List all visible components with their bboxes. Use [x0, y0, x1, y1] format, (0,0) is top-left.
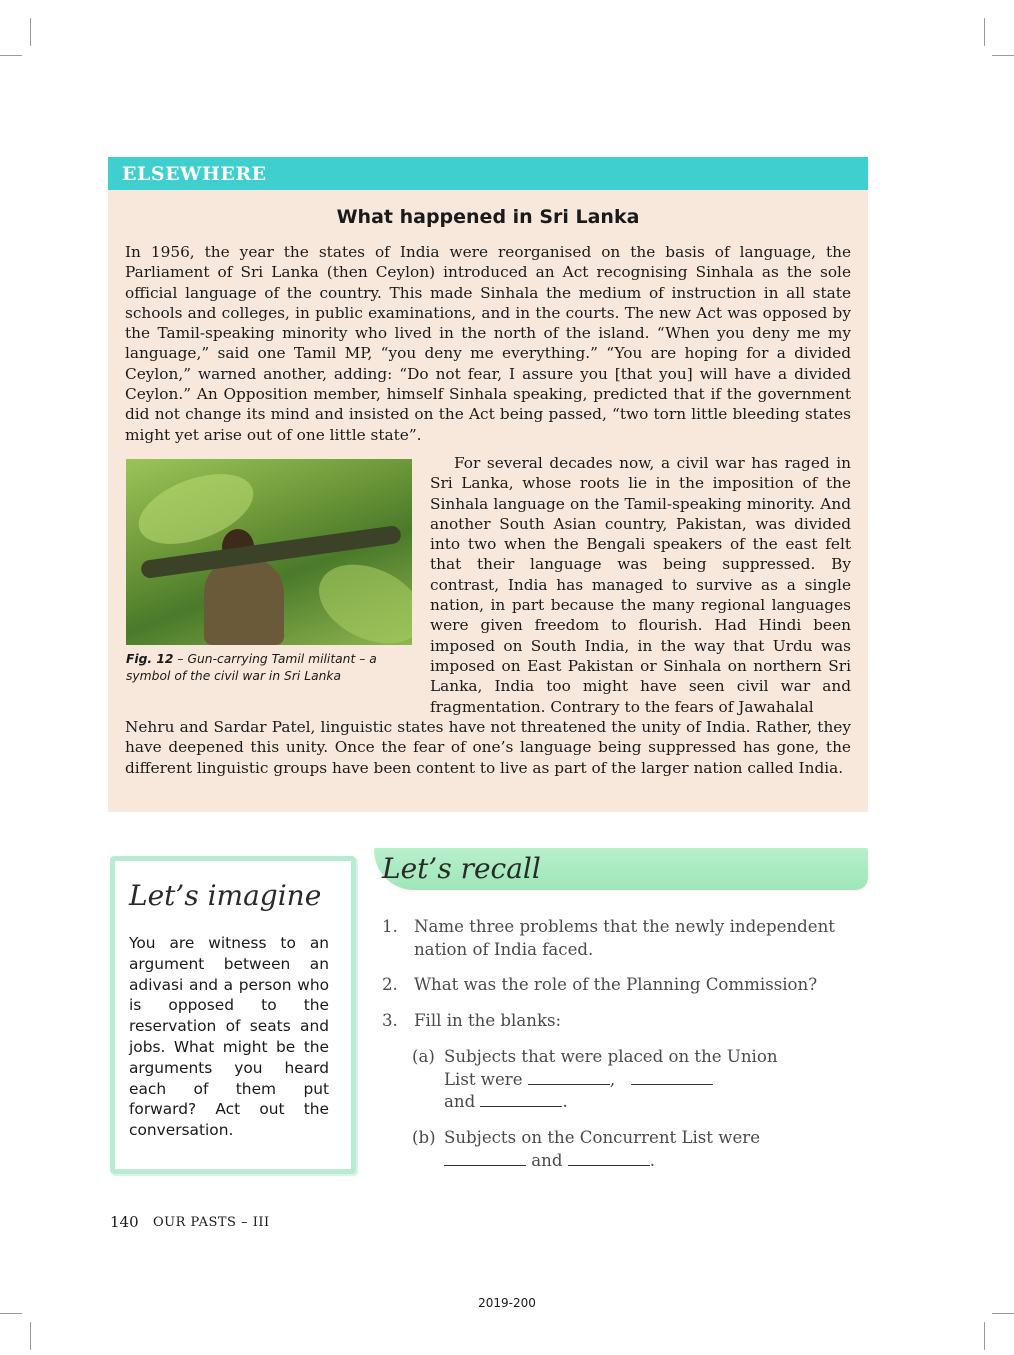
question-line: Subjects that were placed on the Union: [444, 1047, 778, 1066]
elsewhere-box: [108, 157, 868, 812]
question-number: 2.: [382, 975, 398, 994]
question-line: .: [562, 1092, 568, 1111]
question-line: nation of India faced.: [414, 939, 594, 959]
question-line: and: [444, 1092, 481, 1111]
lets-imagine-text: You are witness to an argument between an adivasi and a person who is opposed to the reservation of seats and jobs. What might be the arguments you heard each of them put forward? Act out the conversation.: [129, 934, 329, 1140]
figure-caption-text: – Gun-carrying Tamil militant – a symbol of the civil war in Sri Lanka: [126, 652, 377, 683]
elsewhere-title: What happened in Sri Lanka: [336, 206, 640, 228]
lets-imagine-box: [110, 856, 356, 1174]
question-line: Name three problems that the newly independent: [414, 917, 835, 936]
question-1: [382, 916, 872, 962]
question-line: and: [526, 1150, 568, 1170]
crop-mark: [0, 1313, 22, 1314]
question-line: Subjects on the Concurrent List were: [444, 1128, 761, 1147]
question-text: [414, 916, 835, 961]
elsewhere-label: ELSEWHERE: [122, 163, 267, 185]
crop-mark: [992, 55, 1014, 56]
book-title: OUR PASTS – III: [153, 1215, 270, 1230]
crop-mark: [30, 18, 31, 46]
crop-mark: [992, 1313, 1014, 1314]
sub-question-text: [444, 1127, 760, 1172]
question-3: [382, 1010, 872, 1034]
elsewhere-paragraph-3: Nehru and Sardar Patel, linguistic states have not threatened the unity of India. Rather, they have deepened this unity. Once the fear of one’s language being suppressed has gone, the different linguistic groups have been content to live as part of the larger nation called India.: [125, 718, 851, 777]
question-text: Fill in the blanks:: [414, 1011, 562, 1030]
question-line: .: [649, 1150, 656, 1170]
fill-blank[interactable]: [444, 1151, 526, 1166]
fill-blank[interactable]: [568, 1151, 650, 1166]
question-text: What was the role of the Planning Commission?: [414, 975, 818, 994]
edition-year: 2019-200: [478, 1296, 536, 1310]
question-number: 3.: [382, 1011, 398, 1030]
question-line: ,: [609, 1069, 616, 1089]
lets-recall-title: Let’s recall: [382, 852, 541, 885]
figure-caption: [126, 651, 416, 685]
sub-question-label: (b): [412, 1128, 436, 1147]
crop-mark: [984, 18, 985, 46]
question-2: [382, 974, 872, 998]
question-line: List were: [444, 1069, 528, 1089]
elsewhere-header: [108, 157, 868, 190]
militant-photo: [126, 459, 412, 645]
question-3b: [412, 1127, 872, 1175]
figure-label: Fig. 12: [126, 652, 174, 666]
crop-mark: [30, 1322, 31, 1350]
fill-blank[interactable]: [631, 1070, 713, 1085]
page-number: 140: [110, 1213, 139, 1231]
lets-imagine-title: Let’s imagine: [129, 879, 322, 912]
fill-blank[interactable]: [528, 1070, 610, 1085]
question-3a: [412, 1046, 872, 1116]
sub-question-text: [444, 1046, 778, 1114]
crop-mark: [0, 55, 22, 56]
crop-mark: [984, 1322, 985, 1350]
elsewhere-paragraph-1: In 1956, the year the states of India were reorganised on the basis of language, the Parliament of Sri Lanka (then Ceylon) introduced an Act recognising Sinhala as the sole official language of the country. This made Sinhala the medium of instruction in all state schools and colleges, in public examinations, and in the courts. The new Act was opposed by the Tamil-speaking minority who lived in the north of the island. “When you deny me my language,” said one Tamil MP, “you deny me everything.” “You are hoping for a divided Ceylon,” warned another, adding: “Do not fear, I assure you [that you] will have a divided Ceylon.” An Opposition member, himself Sinhala speaking, predicted that if the government did not change its mind and insisted on the Act being passed, “two torn little bleeding states might yet arise out of one little state”.: [125, 243, 851, 444]
elsewhere-paragraph-2: For several decades now, a civil war has raged in Sri Lanka, whose roots lie in the imposition of the Sinhala language on the Tamil-speaking minority. And another South Asian country, Pakistan, was divided into two when the Bengali speakers of the east felt that their language was being suppressed. By contrast, India has managed to survive as a single nation, in part because the many regional languages were given freedom to flourish. Had Hindi been imposed on South India, in the way that Urdu was imposed on East Pakistan or Sinhala on northern Sri Lanka, India too might have seen civil war and fragmentation. Contrary to the fears of Jawahalal: [430, 454, 851, 716]
fill-blank[interactable]: [480, 1092, 562, 1107]
question-number: 1.: [382, 917, 398, 936]
sub-question-label: (a): [412, 1047, 435, 1066]
lets-recall-banner: [374, 848, 868, 890]
